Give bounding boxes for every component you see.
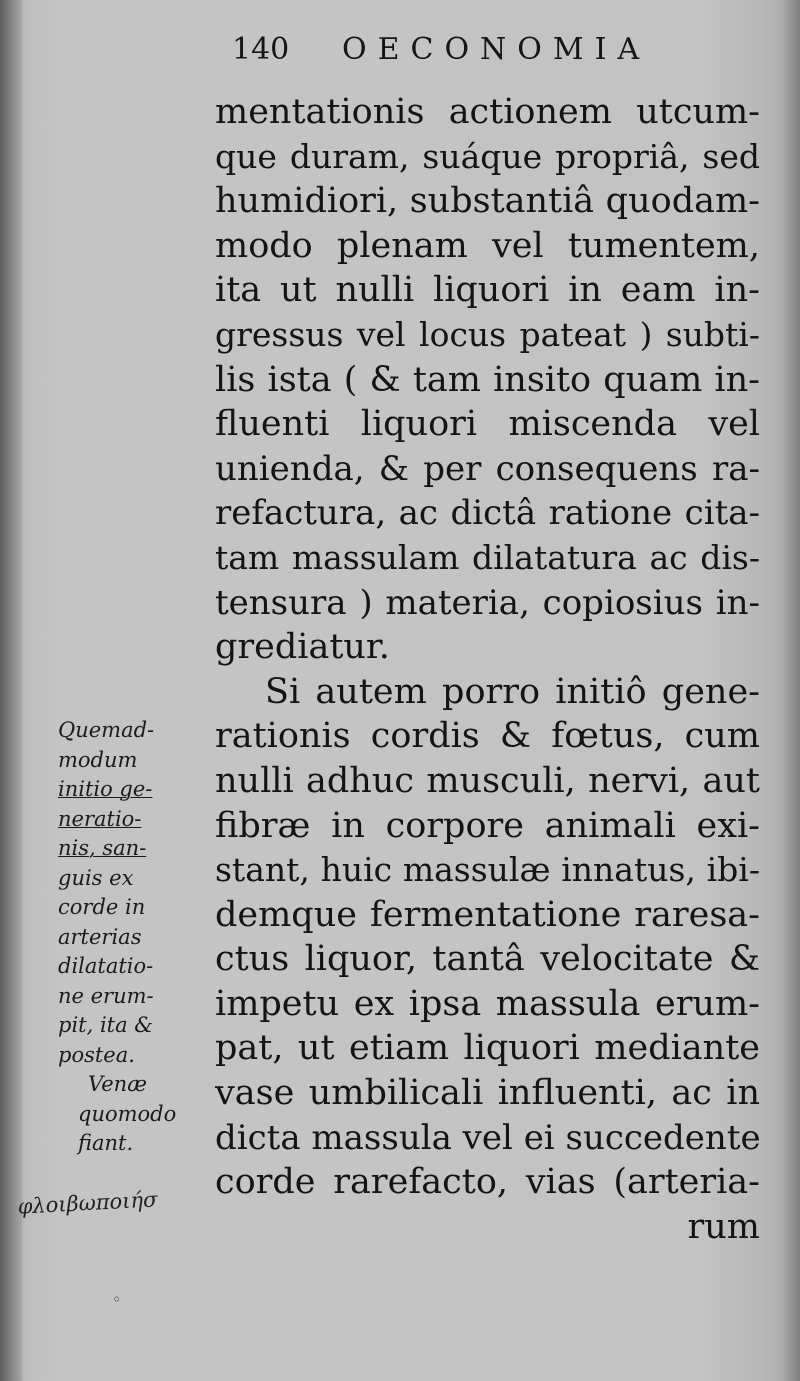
- text-line: nulli adhuc musculi, nervi, aut: [215, 760, 760, 801]
- margin-line: fiant.: [78, 1131, 134, 1155]
- paragraph-1: [215, 90, 760, 670]
- running-title: OECONOMIA: [342, 32, 651, 67]
- text-line: Si autem porro initiô gene-: [265, 671, 760, 712]
- margin-line: ne erum-: [58, 983, 154, 1008]
- text-line: dicta massula vel ei succedente: [215, 1117, 761, 1158]
- margin-line: arterias: [58, 924, 142, 949]
- text-line: lis ista ( & tam insito quam in-: [215, 359, 760, 400]
- text-line: tam massulam dilatatura ac dis-: [215, 537, 760, 577]
- text-line: grediatur.: [215, 627, 390, 668]
- text-line: unienda, & per consequens ra-: [215, 448, 760, 489]
- margin-line: guis ex: [58, 865, 134, 890]
- text-line: demque fermentatione raresa-: [215, 894, 760, 935]
- marginal-note: [58, 716, 208, 1159]
- margin-line: corde in: [58, 895, 146, 919]
- margin-line: Quemad-: [58, 718, 155, 742]
- margin-line-underlined: nis, san-: [58, 836, 147, 860]
- text-line: fluenti liquori miscenda vel: [215, 404, 760, 445]
- main-text-column: [215, 90, 760, 1249]
- margin-line: postea.: [58, 1042, 135, 1067]
- text-line: que duram, suáque propriâ, sed: [215, 136, 760, 176]
- page-edge-shadow: [782, 0, 800, 1381]
- book-gutter: [0, 0, 22, 1381]
- text-line: modo plenam vel tumentem,: [215, 225, 760, 266]
- margin-line: modum: [58, 747, 138, 772]
- text-line: corde rarefacto, vias (arteria-: [215, 1162, 760, 1203]
- text-line: impetu ex ipsa massula erum-: [215, 983, 760, 1024]
- margin-line-underlined: neratio-: [58, 806, 142, 831]
- text-line: tensura ) materia, copiosius in-: [215, 582, 760, 623]
- text-line: ita ut nulli liquori in eam in-: [215, 270, 760, 311]
- margin-line: dilatatio-: [58, 954, 154, 978]
- text-line: rationis cordis & fœtus, cum: [215, 716, 760, 757]
- text-line: gressus vel locus pateat ) subti-: [215, 314, 760, 354]
- running-header: [232, 30, 702, 74]
- text-line: mentationis actionem utcum-: [215, 92, 760, 132]
- text-line: fibræ in corpore animali exi-: [215, 805, 760, 846]
- text-line: refactura, ac dictâ ratione cita-: [215, 493, 760, 534]
- ink-mark-icon: ◦: [112, 1290, 122, 1309]
- margin-line: Venæ: [88, 1072, 147, 1096]
- page-number: 140: [232, 32, 290, 67]
- paragraph-2: [215, 670, 760, 1250]
- margin-line: quomodo: [78, 1101, 177, 1126]
- text-line: humidiori, substantiâ quodam-: [215, 181, 760, 222]
- margin-line-underlined: initio ge-: [58, 777, 153, 801]
- text-line: vase umbilicali influenti, ac in: [215, 1073, 760, 1114]
- handwritten-annotation: φλοιβωποιήσ: [17, 1187, 158, 1219]
- text-line: pat, ut etiam liquori mediante: [215, 1028, 760, 1069]
- text-line: stant, huic massulæ innatus, ibi-: [215, 850, 760, 890]
- text-line: ctus liquor, tantâ velocitate &: [215, 939, 760, 980]
- catchword: rum: [687, 1206, 760, 1247]
- margin-line: pit, ita &: [58, 1013, 153, 1037]
